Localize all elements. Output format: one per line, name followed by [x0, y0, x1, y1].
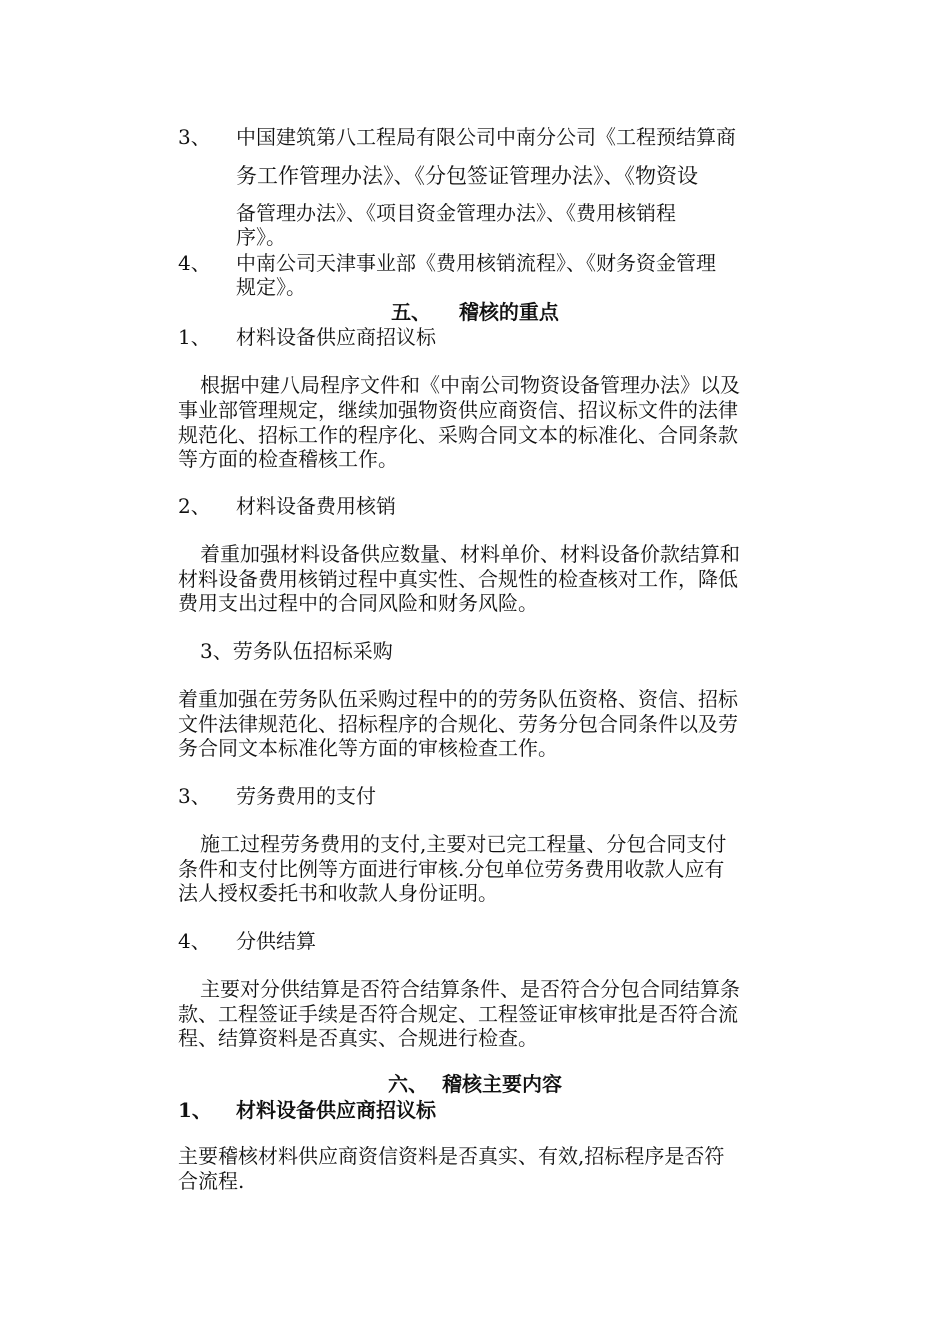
paragraph-line: 主要对分供结算是否符合结算条件、是否符合分包合同结算条: [200, 977, 740, 1001]
list-text-line: 中南公司天津事业部《费用核销流程》、《财务资金管理: [236, 251, 716, 275]
paragraph-line: 材料设备费用核销过程中真实性、合规性的检查核对工作，降低: [178, 567, 738, 591]
item-number: 3、: [178, 784, 211, 808]
paragraph-line: 法人授权委托书和收款人身份证明。: [178, 881, 498, 905]
paragraph-line: 程、结算资料是否真实、合规进行检查。: [178, 1026, 538, 1050]
item-title: 材料设备供应商招议标: [236, 1098, 436, 1122]
list-number: 4、: [178, 251, 211, 275]
paragraph-line: 规范化、招标工作的程序化、采购合同文本的标准化、合同条款: [178, 423, 738, 447]
list-text-line: 中国建筑第八工程局有限公司中南分公司《工程预结算商: [236, 125, 736, 149]
item-title: 材料设备费用核销: [236, 494, 396, 518]
paragraph-line: 根据中建八局程序文件和《中南公司物资设备管理办法》以及: [200, 373, 740, 397]
list-text-line: 备管理办法》、《项目资金管理办法》、《费用核销程: [236, 201, 676, 225]
item-number: 4、: [178, 929, 211, 953]
paragraph-line: 费用支出过程中的合同风险和财务风险。: [178, 591, 538, 615]
item-title: 3、劳务队伍招标采购: [200, 639, 393, 663]
item-title: 分供结算: [236, 929, 316, 953]
paragraph-line: 款、工程签证手续是否符合规定、工程签证审核审批是否符合流: [178, 1002, 738, 1026]
item-number: 2、: [178, 494, 211, 518]
list-text-line: 序》。: [236, 225, 286, 249]
section-heading: 六、 稽核主要内容: [388, 1072, 562, 1096]
paragraph-line: 条件和支付比例等方面进行审核.分包单位劳务费用收款人应有: [178, 857, 725, 881]
list-text-line: 规定》。: [236, 275, 306, 299]
paragraph-line: 事业部管理规定，继续加强物资供应商资信、招议标文件的法律: [178, 398, 738, 422]
paragraph-line: 等方面的检查稽核工作。: [178, 447, 398, 471]
item-number: 1、: [178, 325, 211, 349]
paragraph-line: 文件法律规范化、招标程序的合规化、劳务分包合同条件以及劳: [178, 712, 738, 736]
item-title: 材料设备供应商招议标: [236, 325, 436, 349]
paragraph-line: 施工过程劳务费用的支付,主要对已完工程量、分包合同支付: [200, 832, 727, 856]
section-heading: 五、 稽核的重点: [391, 300, 559, 324]
item-number: 1、: [178, 1098, 212, 1122]
paragraph-line: 着重加强材料设备供应数量、材料单价、材料设备价款结算和: [200, 542, 740, 566]
list-text-line: 务工作管理办法》、《分包签证管理办法》、《物资设: [236, 164, 698, 188]
item-title: 劳务费用的支付: [236, 784, 376, 808]
paragraph-line: 合流程.: [178, 1169, 245, 1193]
paragraph-line: 着重加强在劳务队伍采购过程中的的劳务队伍资格、资信、招标: [178, 687, 738, 711]
list-number: 3、: [178, 125, 211, 149]
paragraph-line: 务合同文本标准化等方面的审核检查工作。: [178, 736, 558, 760]
paragraph-line: 主要稽核材料供应商资信资料是否真实、有效,招标程序是否符: [178, 1144, 725, 1168]
